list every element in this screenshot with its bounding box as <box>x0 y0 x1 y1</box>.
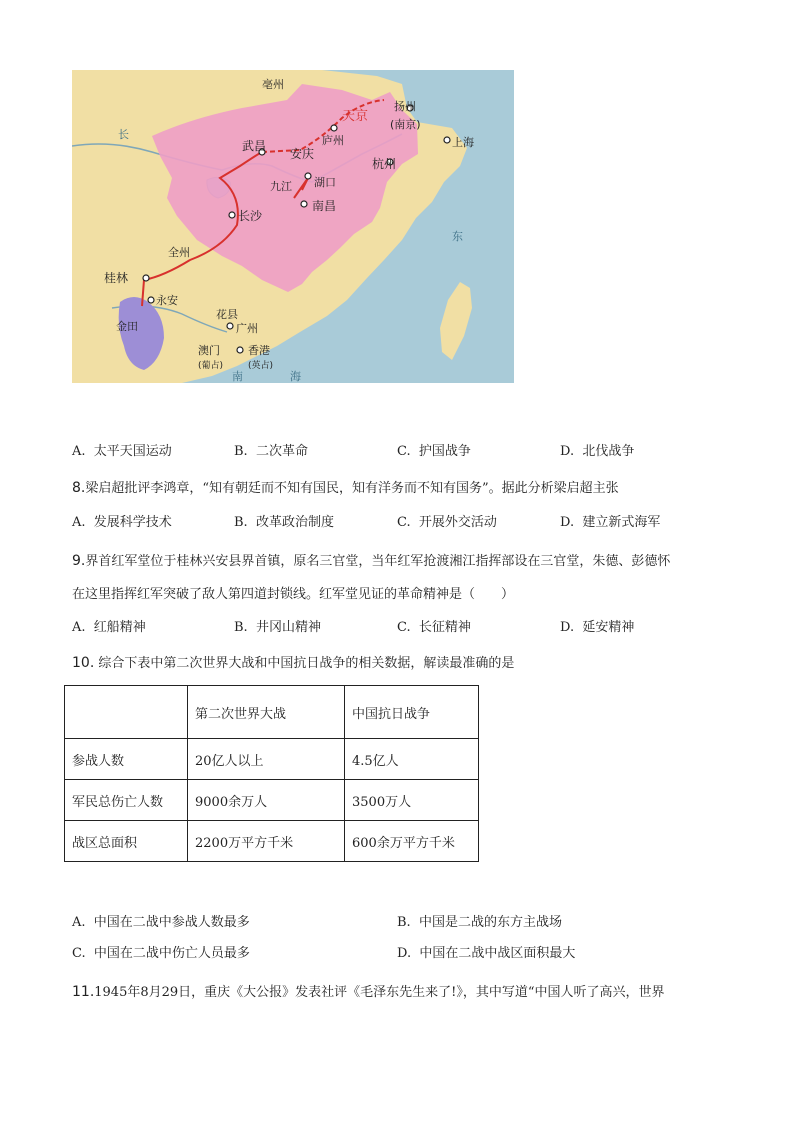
q9-option-b[interactable]: B. 井冈山精神 <box>234 620 321 635</box>
map-label-luzhou: 庐州 <box>322 134 344 147</box>
map-label-hukou: 湖口 <box>314 176 336 189</box>
q11-stem: 11.1945年8月29日，重庆《大公报》发表社评《毛泽东先生来了!》，其中写道“中国人听了高兴，世界 <box>72 984 665 1000</box>
table-header-cell: 第二次世界大战 <box>188 686 345 739</box>
q10-option-c[interactable]: C. 中国在二战中伤亡人员最多 <box>72 946 250 961</box>
table-cell: 600余万平方千米 <box>345 821 479 862</box>
q8-option-c[interactable]: C. 开展外交活动 <box>397 515 497 530</box>
map-label-huaxian: 花县 <box>216 308 238 321</box>
table-cell: 4.5亿人 <box>345 739 479 780</box>
table-row <box>65 821 479 862</box>
table-header-cell: 中国抗日战争 <box>345 686 479 739</box>
q10-option-b[interactable]: B. 中国是二战的东方主战场 <box>397 915 562 930</box>
map-label-guangzhou: 广州 <box>236 322 258 335</box>
map-label-quanzhou: 全州 <box>168 246 190 259</box>
q7-option-b[interactable]: B. 二次革命 <box>234 444 308 459</box>
table-cell: 20亿人以上 <box>188 739 345 780</box>
table-header-row <box>65 686 479 739</box>
map-label-jintian: 金田 <box>116 320 138 333</box>
q9-option-a[interactable]: A. 红船精神 <box>72 620 146 635</box>
map-label-nanjing: (南京) <box>390 118 421 131</box>
q7-option-a[interactable]: A. 太平天国运动 <box>72 444 172 459</box>
table-row <box>65 739 479 780</box>
map-label-chang: 长 <box>118 128 129 141</box>
map-label-guilin: 桂林 <box>104 271 129 285</box>
map-label-anqing: 安庆 <box>290 147 315 161</box>
q9-option-c[interactable]: C. 长征精神 <box>397 620 471 635</box>
q7-option-c[interactable]: C. 护国战争 <box>397 444 471 459</box>
q9-option-d[interactable]: D. 延安精神 <box>560 620 635 635</box>
map-label-yangzhou: 扬州 <box>394 100 416 113</box>
map-label-aomen: 澳门 <box>198 344 220 357</box>
table-row <box>65 780 479 821</box>
q10-option-a[interactable]: A. 中国在二战中参战人数最多 <box>72 915 250 930</box>
table-cell: 2200万平方千米 <box>188 821 345 862</box>
q10-stem: 10. 综合下表中第二次世界大战和中国抗日战争的相关数据，解读最准确的是 <box>72 655 515 671</box>
q8-option-a[interactable]: A. 发展科学技术 <box>72 515 172 530</box>
taiping-map <box>72 70 514 383</box>
table-cell: 战区总面积 <box>65 821 188 862</box>
map-label-aomen-note: (葡占) <box>198 361 224 371</box>
q9-stem-line1: 9.界首红军堂位于桂林兴安县界首镇，原名三官堂，当年红军抢渡湘江指挥部设在三官堂，朱德、彭德怀 <box>72 553 671 569</box>
q8-stem: 8.梁启超批评李鸿章，“知有朝廷而不知有国民，知有洋务而不知有国务”。据此分析梁启超主张 <box>72 480 619 496</box>
table-header-cell <box>65 686 188 739</box>
q10-option-d[interactable]: D. 中国在二战中战区面积最大 <box>397 946 576 961</box>
map-label-hai: 海 <box>290 370 301 383</box>
q8-option-b[interactable]: B. 改革政治制度 <box>234 515 334 530</box>
map-label-changsha: 长沙 <box>238 209 263 223</box>
map-label-wuchang: 武昌 <box>242 139 267 153</box>
map-label-nanchang: 南昌 <box>312 199 337 213</box>
map-label-bozhou: 亳州 <box>262 78 284 91</box>
map-label-dong: 东 <box>452 230 463 243</box>
q8-option-d[interactable]: D. 建立新式海军 <box>560 515 661 530</box>
table-cell: 3500万人 <box>345 780 479 821</box>
map-label-shanghai: 上海 <box>452 136 474 149</box>
map-label-yongan: 永安 <box>156 294 178 307</box>
map-label-xianggang-note: (英占) <box>248 361 274 371</box>
map-label-tianjing: 天京 <box>342 109 369 124</box>
table-cell: 9000余万人 <box>188 780 345 821</box>
map-label-jiujiang: 九江 <box>270 180 292 193</box>
map-label-xianggang: 香港 <box>248 344 270 357</box>
q9-stem-line2: 在这里指挥红军突破了敌人第四道封锁线。红军堂见证的革命精神是（ ） <box>72 587 515 602</box>
table-cell: 参战人数 <box>65 739 188 780</box>
map-label-hangzhou: 杭州 <box>372 157 397 171</box>
table-cell: 军民总伤亡人数 <box>65 780 188 821</box>
map-label-nan: 南 <box>232 370 243 383</box>
q10-data-table <box>64 685 479 862</box>
q7-option-d[interactable]: D. 北伐战争 <box>560 444 635 459</box>
